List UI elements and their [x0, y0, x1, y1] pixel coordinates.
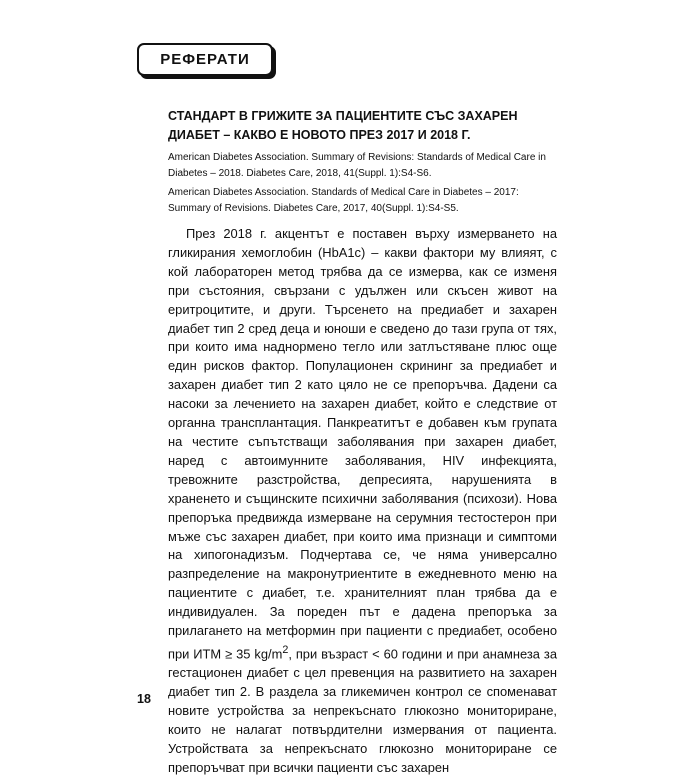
body-paragraph [168, 225, 557, 778]
body-text-part-1: През 2018 г. акцентът е поставен върху измерването на гликирания хемоглобин (HbA1c) – какви фактори му влияят, с кой лабораторен метод трябва да се измерва, как се изменя при състояния, свързани с удължен или скъсен живот на еритроцитите, и други. Търсенето на предиабет и захарен диабет тип 2 сред деца и юноши е сведено до тази група от тях, при които има наднормено тегло или затлъстяване плюс още един рисков фактор. Популационен скрининг за предиабет и захарен диабет тип 2 като цяло не се препоръчва. Дадени са насоки за лечението на захарен диабет, който е следствие от органна трансплантация. Панкреатитът е добавен към групата на честите съпътстващи заболявания при захарен диабет, наред с автоимунните заболявания, HIV инфекцията, тревожните разстройства, депресията, нарушенията в храненето и същинските психични заболявания (психози). Нова препоръка предвижда измерване на серумния тестостерон при мъже със захарен диабет, при които има признаци и симптоми на хипогонадизъм. Подчертава се, че няма универсално разпределение на макронутриентите в ежедневното меню на пациентите с диабет, т.е. хранителният план трябва да е индивидуален. За пореден път е дадена препоръка за прилагането на метформин при пациенти с предиабет, особено при ИТМ ≥ 35 kg/m [168, 226, 557, 662]
reference-1: American Diabetes Association. Summary of Revisions: Standards of Medical Care in Diabetes – 2018. Diabetes Care, 2018, 41(Suppl. 1):S4-S6. [168, 152, 546, 179]
page-number: 18 [137, 692, 151, 706]
section-label: РЕФЕРАТИ [160, 51, 250, 68]
reference-2: American Diabetes Association. Standards of Medical Care in Diabetes – 2017: Summary of Revisions. Diabetes Care, 2017, 40(Suppl. 1):S4-S5. [168, 187, 519, 214]
body-text-part-2: , при възраст < 60 години и при анамнеза за гестационен диабет с цел превенция на развитието на захарен диабет тип 2. В раздела за гликемичен контрол се споменават новите устройства за непрекъснато глюкозно мониториране, които не налагат потвърдителни измервания от пациента. Устройствата за непрекъснато глюкозно мониториране се препоръчват при всички пациенти със захарен [168, 646, 557, 775]
article-body [168, 225, 557, 778]
superscript-exponent: 2 [282, 643, 289, 656]
article-title: СТАНДАРТ В ГРИЖИТЕ ЗА ПАЦИЕНТИТЕ СЪС ЗАХАРЕН ДИАБЕТ – КАКВО Е НОВОТО ПРЕЗ 2017 И 2018 Г. [168, 109, 518, 142]
section-header-box [137, 43, 273, 76]
